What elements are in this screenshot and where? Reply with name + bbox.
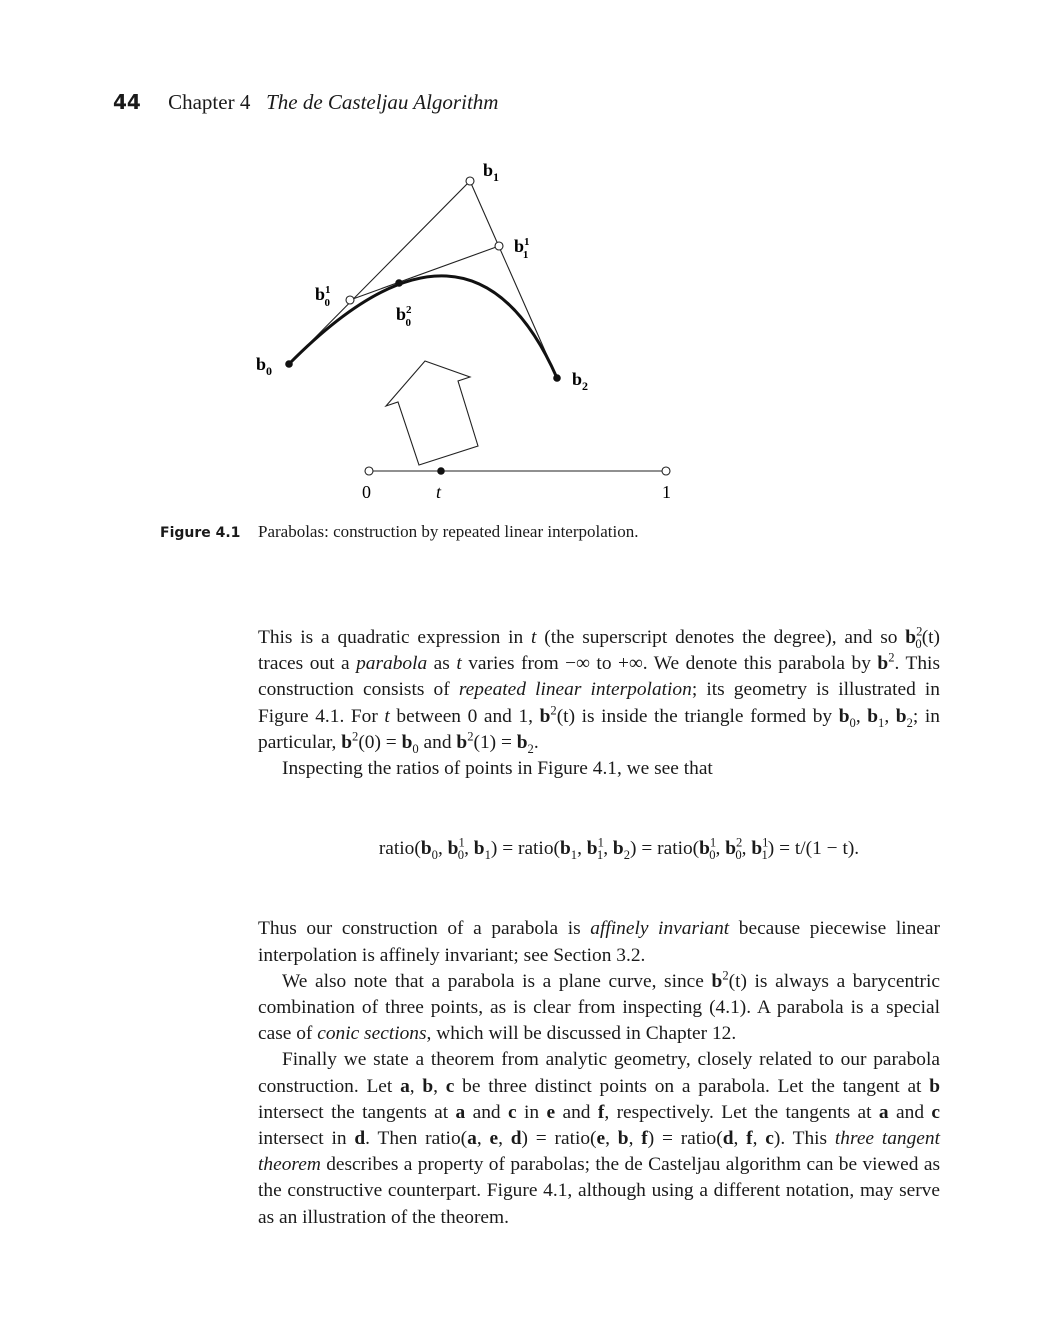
point-b11 [495, 242, 503, 250]
caption-label: Figure 4.1 [160, 525, 241, 541]
chapter-label: Chapter 4 [168, 90, 251, 114]
body-text [258, 625, 940, 1231]
paragraph-3: Thus our construction of a parabola is affinely invariant because piecewise linear interpolation is affinely invariant; see Section 3.2. [258, 918, 940, 966]
point-b1 [466, 177, 474, 185]
point-b0 [285, 360, 293, 368]
point-b01 [346, 296, 354, 304]
label-b11: $b^1$ 1 [514, 236, 529, 261]
param-t-point [437, 467, 445, 475]
label-t: t [436, 482, 442, 502]
label-b02: $b^2$ 0 [396, 304, 412, 329]
paragraph-1: This is a quadratic expression in t (the superscript denotes the degree), and so $b^2_0(t)$ traces out a parabola as t varies from −∞ to +∞. We denote this parabola by $b^2$. This construction consists of repeated linear interpolation; its geometry is illustrated in Figure 4.1. For t between 0 and 1, $b^2(t)$ is inside the triangle formed by $b_0$, $b_1$, $b_2$; in particular, $b^2(0) = b_0$ and $b^2(1) = b_2$. [258, 624, 940, 756]
page-number: 44 [113, 90, 141, 114]
param-one-point [662, 467, 670, 475]
paragraph-5: Finally we state a theorem from analytic geometry, closely related to our parabola construction. Let a, b, c be three distinct points on a parabola. Let the tangent at b intersect the tangents at a and c in e and f, respectively. Let the tangents at a and c intersect in d. Then ratio(a, e, d) = ratio(e, b, f) = ratio(d, f, c). This three tangent theorem describes a property of parabolas; the de Casteljau algorithm can be viewed as the constructive counterpart. Figure 4.1, although using a different notation, may serve as an illustration of the theorem. [258, 1049, 941, 1228]
paragraph-2: Inspecting the ratios of points in Figure 4.1, we see that [282, 758, 713, 780]
control-polygon [289, 181, 557, 378]
figure-de-casteljau [0, 0, 1051, 520]
interpolation-segment [350, 246, 499, 300]
figure-caption [160, 522, 638, 542]
point-b2 [553, 374, 561, 382]
label-b01: $b^1$ 0 [315, 284, 331, 309]
label-b1: $b_1$ [483, 160, 500, 184]
caption-text: Parabolas: construction by repeated linear interpolation. [258, 522, 639, 541]
chapter-title: The de Casteljau Algorithm [266, 90, 499, 114]
paragraph-4: We also note that a parabola is a plane curve, since $b^2(t)$ is always a barycentric combination of three points, as is clear from inspecting (4.1). A parabola is a special case of conic sections, which will be discussed in Chapter 12. [258, 968, 940, 1045]
label-zero: 0 [362, 482, 371, 502]
ratio-equation: $ratio(b_0$, $b^1_0$, $b_1$) = $ratio(b_1$, $b^1_1$, $b_2$) = $ratio(b^1_0$, $b^2_0$, $b^1_1) = t/(1 - t)$. [378, 835, 860, 863]
label-one: 1 [662, 482, 671, 502]
param-zero-point [365, 467, 373, 475]
label-b2: $b_2$ [572, 369, 589, 393]
label-b0: $b_0$ [256, 354, 273, 378]
point-b02 [395, 279, 403, 287]
mapping-arrow [386, 361, 478, 465]
